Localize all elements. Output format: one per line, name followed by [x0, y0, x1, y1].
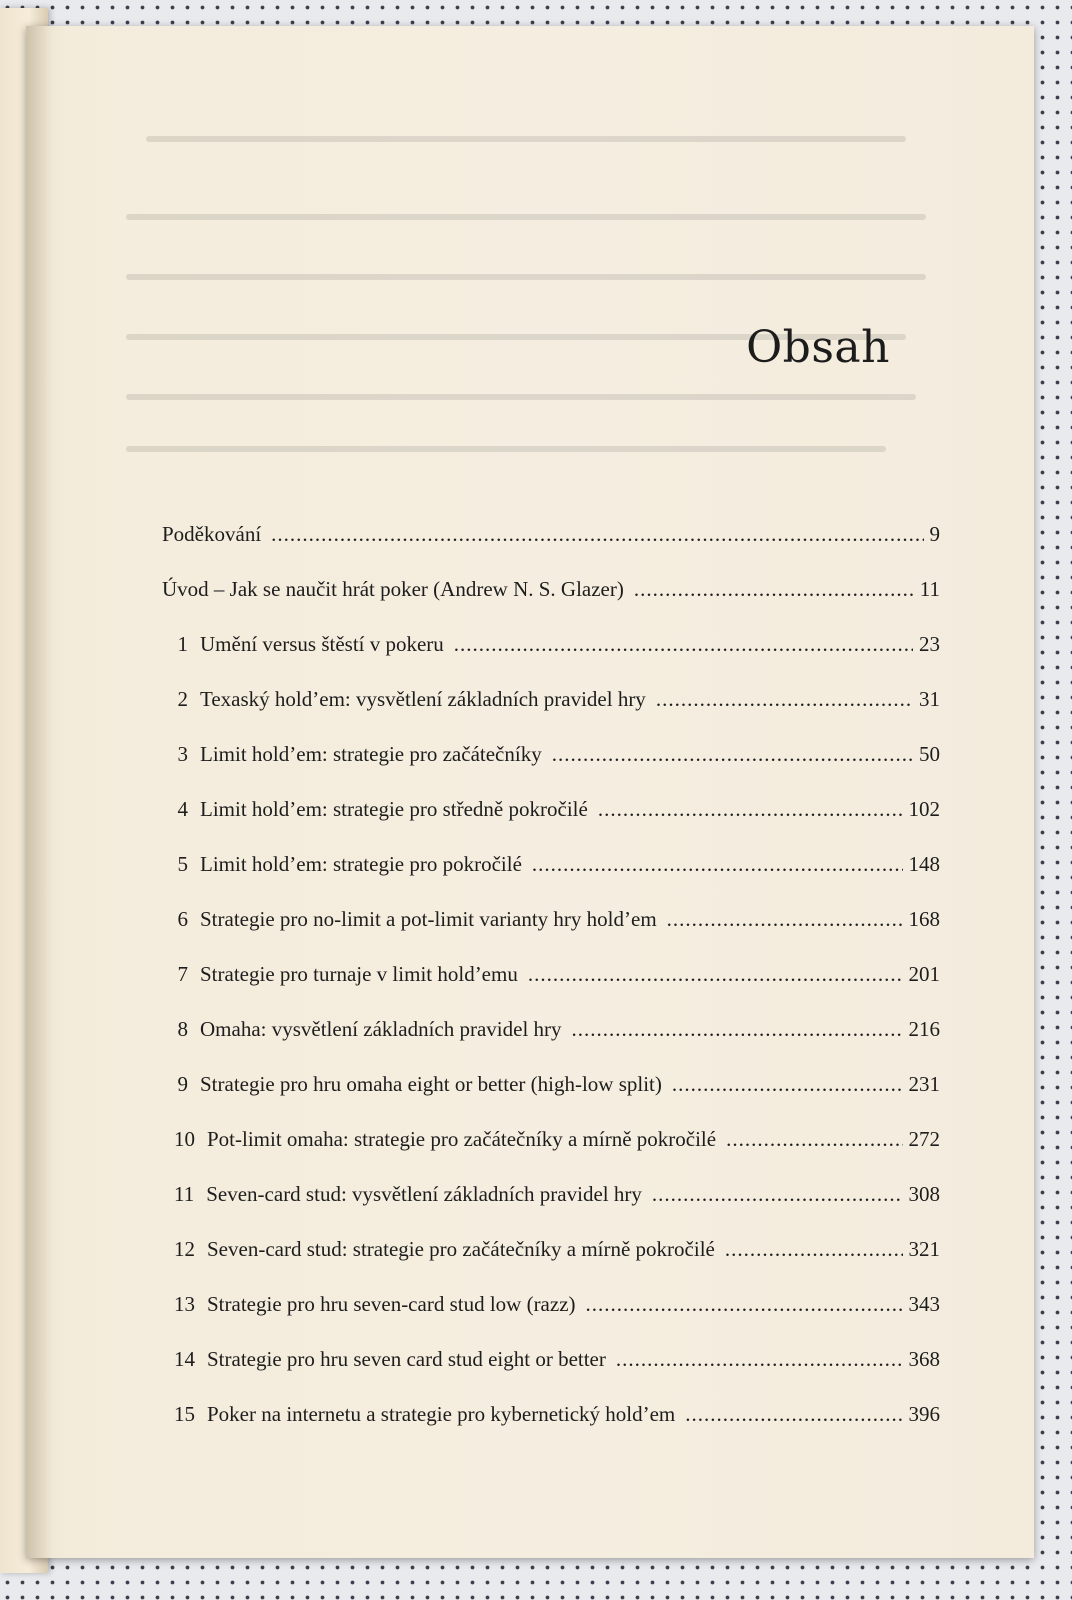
dot-leader [616, 1347, 903, 1372]
chapter-title: Texaský hold’em: vysvětlení základních pravidel hry [200, 687, 646, 711]
page-number: 31 [919, 687, 940, 711]
toc-entry [162, 742, 940, 797]
chapter-number: 5 [177, 852, 188, 876]
toc-entry [162, 522, 940, 577]
chapter-title: Strategie pro hru omaha eight or better (high-low split) [200, 1072, 662, 1096]
dot-leader [725, 1237, 903, 1262]
dot-leader [572, 1017, 903, 1042]
toc-entry [162, 1017, 940, 1072]
page-number: 148 [908, 852, 940, 876]
dot-leader [634, 577, 914, 602]
dot-leader [656, 687, 913, 712]
chapter-number: 15 [174, 1402, 195, 1426]
dot-leader [667, 907, 903, 932]
toc-entry [162, 1072, 940, 1127]
dot-leader [672, 1072, 903, 1097]
chapter-title: Seven-card stud: strategie pro začátečníky a mírně pokročilé [207, 1237, 715, 1261]
chapter-number: 9 [177, 1072, 188, 1096]
toc-entry [162, 1237, 940, 1292]
dot-leader [532, 852, 903, 877]
toc-entry [162, 1127, 940, 1182]
chapter-title: Umění versus štěstí v pokeru [200, 632, 444, 656]
chapter-number: 4 [177, 797, 188, 821]
chapter-number: 2 [177, 687, 188, 711]
show-through-text [126, 96, 946, 516]
page-number: 343 [908, 1292, 940, 1316]
toc-entry [162, 852, 940, 907]
chapter-number: 10 [174, 1127, 195, 1151]
chapter-number: 1 [177, 632, 188, 656]
toc-entry [162, 797, 940, 852]
page-number: 308 [908, 1182, 940, 1206]
page-number: 168 [908, 907, 940, 931]
toc-entry [162, 1347, 940, 1402]
chapter-title: Seven-card stud: vysvětlení základních pravidel hry [206, 1182, 642, 1206]
dot-leader [598, 797, 903, 822]
toc-entry [162, 687, 940, 742]
dot-leader [528, 962, 903, 987]
page-number: 23 [919, 632, 940, 656]
dot-leader [586, 1292, 903, 1317]
dot-leader [652, 1182, 903, 1207]
chapter-number: 8 [177, 1017, 188, 1041]
page-number: 396 [908, 1402, 940, 1426]
chapter-title: Poděkování [162, 522, 262, 546]
chapter-number: 3 [177, 742, 188, 766]
dot-leader [454, 632, 913, 657]
book-page [26, 26, 1034, 1558]
chapter-title: Poker na internetu a strategie pro kybernetický hold’em [207, 1402, 676, 1426]
toc-entry [162, 962, 940, 1017]
table-of-contents [162, 522, 940, 1457]
dot-leader [552, 742, 913, 767]
chapter-title: Strategie pro turnaje v limit hold’emu [200, 962, 518, 986]
chapter-title: Pot-limit omaha: strategie pro začátečníky a mírně pokročilé [207, 1127, 717, 1151]
dot-leader [726, 1127, 902, 1152]
page-number: 9 [929, 522, 940, 546]
page-number: 50 [919, 742, 940, 766]
chapter-title: Strategie pro hru seven-card stud low (razz) [207, 1292, 576, 1316]
chapter-title: Limit hold’em: strategie pro začátečníky [200, 742, 542, 766]
page-number: 11 [919, 577, 940, 601]
page-number: 368 [908, 1347, 940, 1371]
page-number: 201 [908, 962, 940, 986]
chapter-number: 11 [174, 1182, 195, 1206]
page-number: 321 [908, 1237, 940, 1261]
page-number: 102 [908, 797, 940, 821]
toc-entry [162, 1402, 940, 1457]
page-number: 216 [908, 1017, 940, 1041]
page-number: 272 [908, 1127, 940, 1151]
page-number: 231 [908, 1072, 940, 1096]
chapter-number: 14 [174, 1347, 195, 1371]
chapter-number: 6 [177, 907, 188, 931]
toc-entry [162, 1182, 940, 1237]
chapter-title: Limit hold’em: strategie pro pokročilé [200, 852, 522, 876]
page-title: Obsah [746, 322, 890, 373]
toc-entry [162, 1292, 940, 1347]
chapter-title: Strategie pro no-limit a pot-limit varianty hry hold’em [200, 907, 657, 931]
toc-entry [162, 907, 940, 962]
toc-entry [162, 632, 940, 687]
dot-leader [271, 522, 923, 547]
chapter-title: Limit hold’em: strategie pro středně pokročilé [200, 797, 588, 821]
chapter-number: 7 [177, 962, 188, 986]
chapter-number: 13 [174, 1292, 195, 1316]
chapter-number: 12 [174, 1237, 195, 1261]
chapter-title: Omaha: vysvětlení základních pravidel hry [200, 1017, 562, 1041]
chapter-title: Úvod – Jak se naučit hrát poker (Andrew N. S. Glazer) [162, 577, 624, 601]
chapter-title: Strategie pro hru seven card stud eight or better [207, 1347, 606, 1371]
toc-entry [162, 577, 940, 632]
dot-leader [685, 1402, 902, 1427]
